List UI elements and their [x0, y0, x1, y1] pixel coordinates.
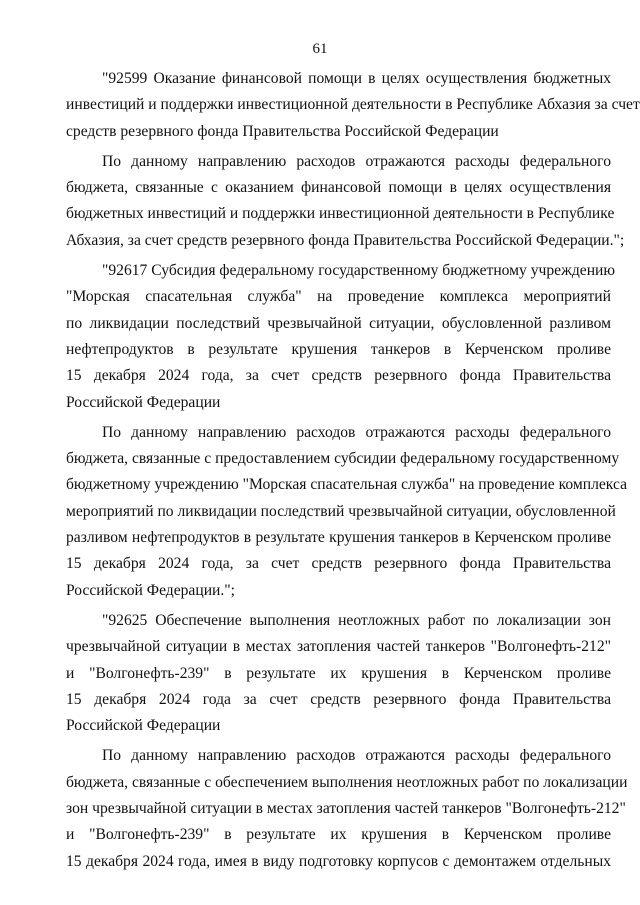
- text-line: "92617 Субсидия федеральному государственному бюджетному учреждению: [102, 262, 616, 280]
- text-line: инвестиций и поддержки инвестиционной деятельности в Республике Абхазия за счет: [66, 96, 640, 114]
- text-line: мероприятий по ликвидации последствий чрезвычайной ситуации, обусловленной: [66, 502, 616, 520]
- text-line: "Морская спасательная служба" на проведение комплекса мероприятий: [66, 288, 611, 306]
- text-line: бюджета, связанные с предоставлением субсидии федеральному государственному: [66, 450, 620, 468]
- text-line: разливом нефтепродуктов в результате крушения танкеров в Керченском проливе: [66, 529, 611, 547]
- text-line: По данному направлению расходов отражаются расходы федерального: [102, 747, 611, 765]
- text-line: По данному направлению расходов отражаются расходы федерального: [102, 152, 611, 170]
- text-line: "92625 Обеспечение выполнения неотложных работ по локализации зон: [102, 611, 611, 629]
- text-line: "92599 Оказание финансовой помощи в целях осуществления бюджетных: [102, 70, 611, 87]
- text-line: средств резервного фонда Правительства Российской Федерации: [66, 122, 499, 140]
- text-line: Российской Федерации: [66, 393, 221, 411]
- text-line: зон чрезвычайной ситуации в местах затопления частей танкеров "Волгонефть-212": [66, 800, 626, 818]
- text-line: По данному направлению расходов отражаются расходы федерального: [102, 423, 611, 441]
- text-line: бюджетных инвестиций и поддержки инвестиционной деятельности в Республике: [66, 205, 615, 223]
- text-line: 15 декабря 2024 года за счет средств резервного фонда Правительства: [66, 690, 611, 708]
- text-line: нефтепродуктов в результате крушения танкеров в Керченском проливе: [66, 340, 611, 358]
- text-line: Абхазия, за счет средств резервного фонда Правительства Российской Федерации.";: [66, 231, 625, 249]
- text-line: бюджета, связанные с обеспечением выполнения неотложных работ по локализации: [66, 773, 628, 791]
- text-line: Российской Федерации: [66, 717, 221, 735]
- text-line: и "Волгонефть-239" в результате их крушения в Керченском проливе: [66, 826, 611, 844]
- text-line: и "Волгонефть-239" в результате их крушения в Керченском проливе: [66, 664, 611, 682]
- text-line: бюджетному учреждению "Морская спасательная служба" на проведение комплекса: [66, 476, 627, 494]
- text-line: Российской Федерации.";: [66, 581, 235, 599]
- text-line: бюджета, связанные с оказанием финансовой помощи в целях осуществления: [66, 179, 611, 197]
- text-line: чрезвычайной ситуации в местах затопления частей танкеров "Волгонефть-212": [66, 638, 611, 656]
- document-body: [66, 66, 640, 875]
- text-line: 15 декабря 2024 года, за счет средств резервного фонда Правительства: [66, 555, 611, 573]
- page-number: 61: [312, 41, 328, 57]
- text-line: 15 декабря 2024 года, за счет средств резервного фонда Правительства: [66, 367, 611, 385]
- text-line: по ликвидации последствий чрезвычайной ситуации, обусловленной разливом: [66, 314, 611, 332]
- text-line: 15 декабря 2024 года, имея в виду подготовку корпусов с демонтажем отдельных: [66, 852, 611, 870]
